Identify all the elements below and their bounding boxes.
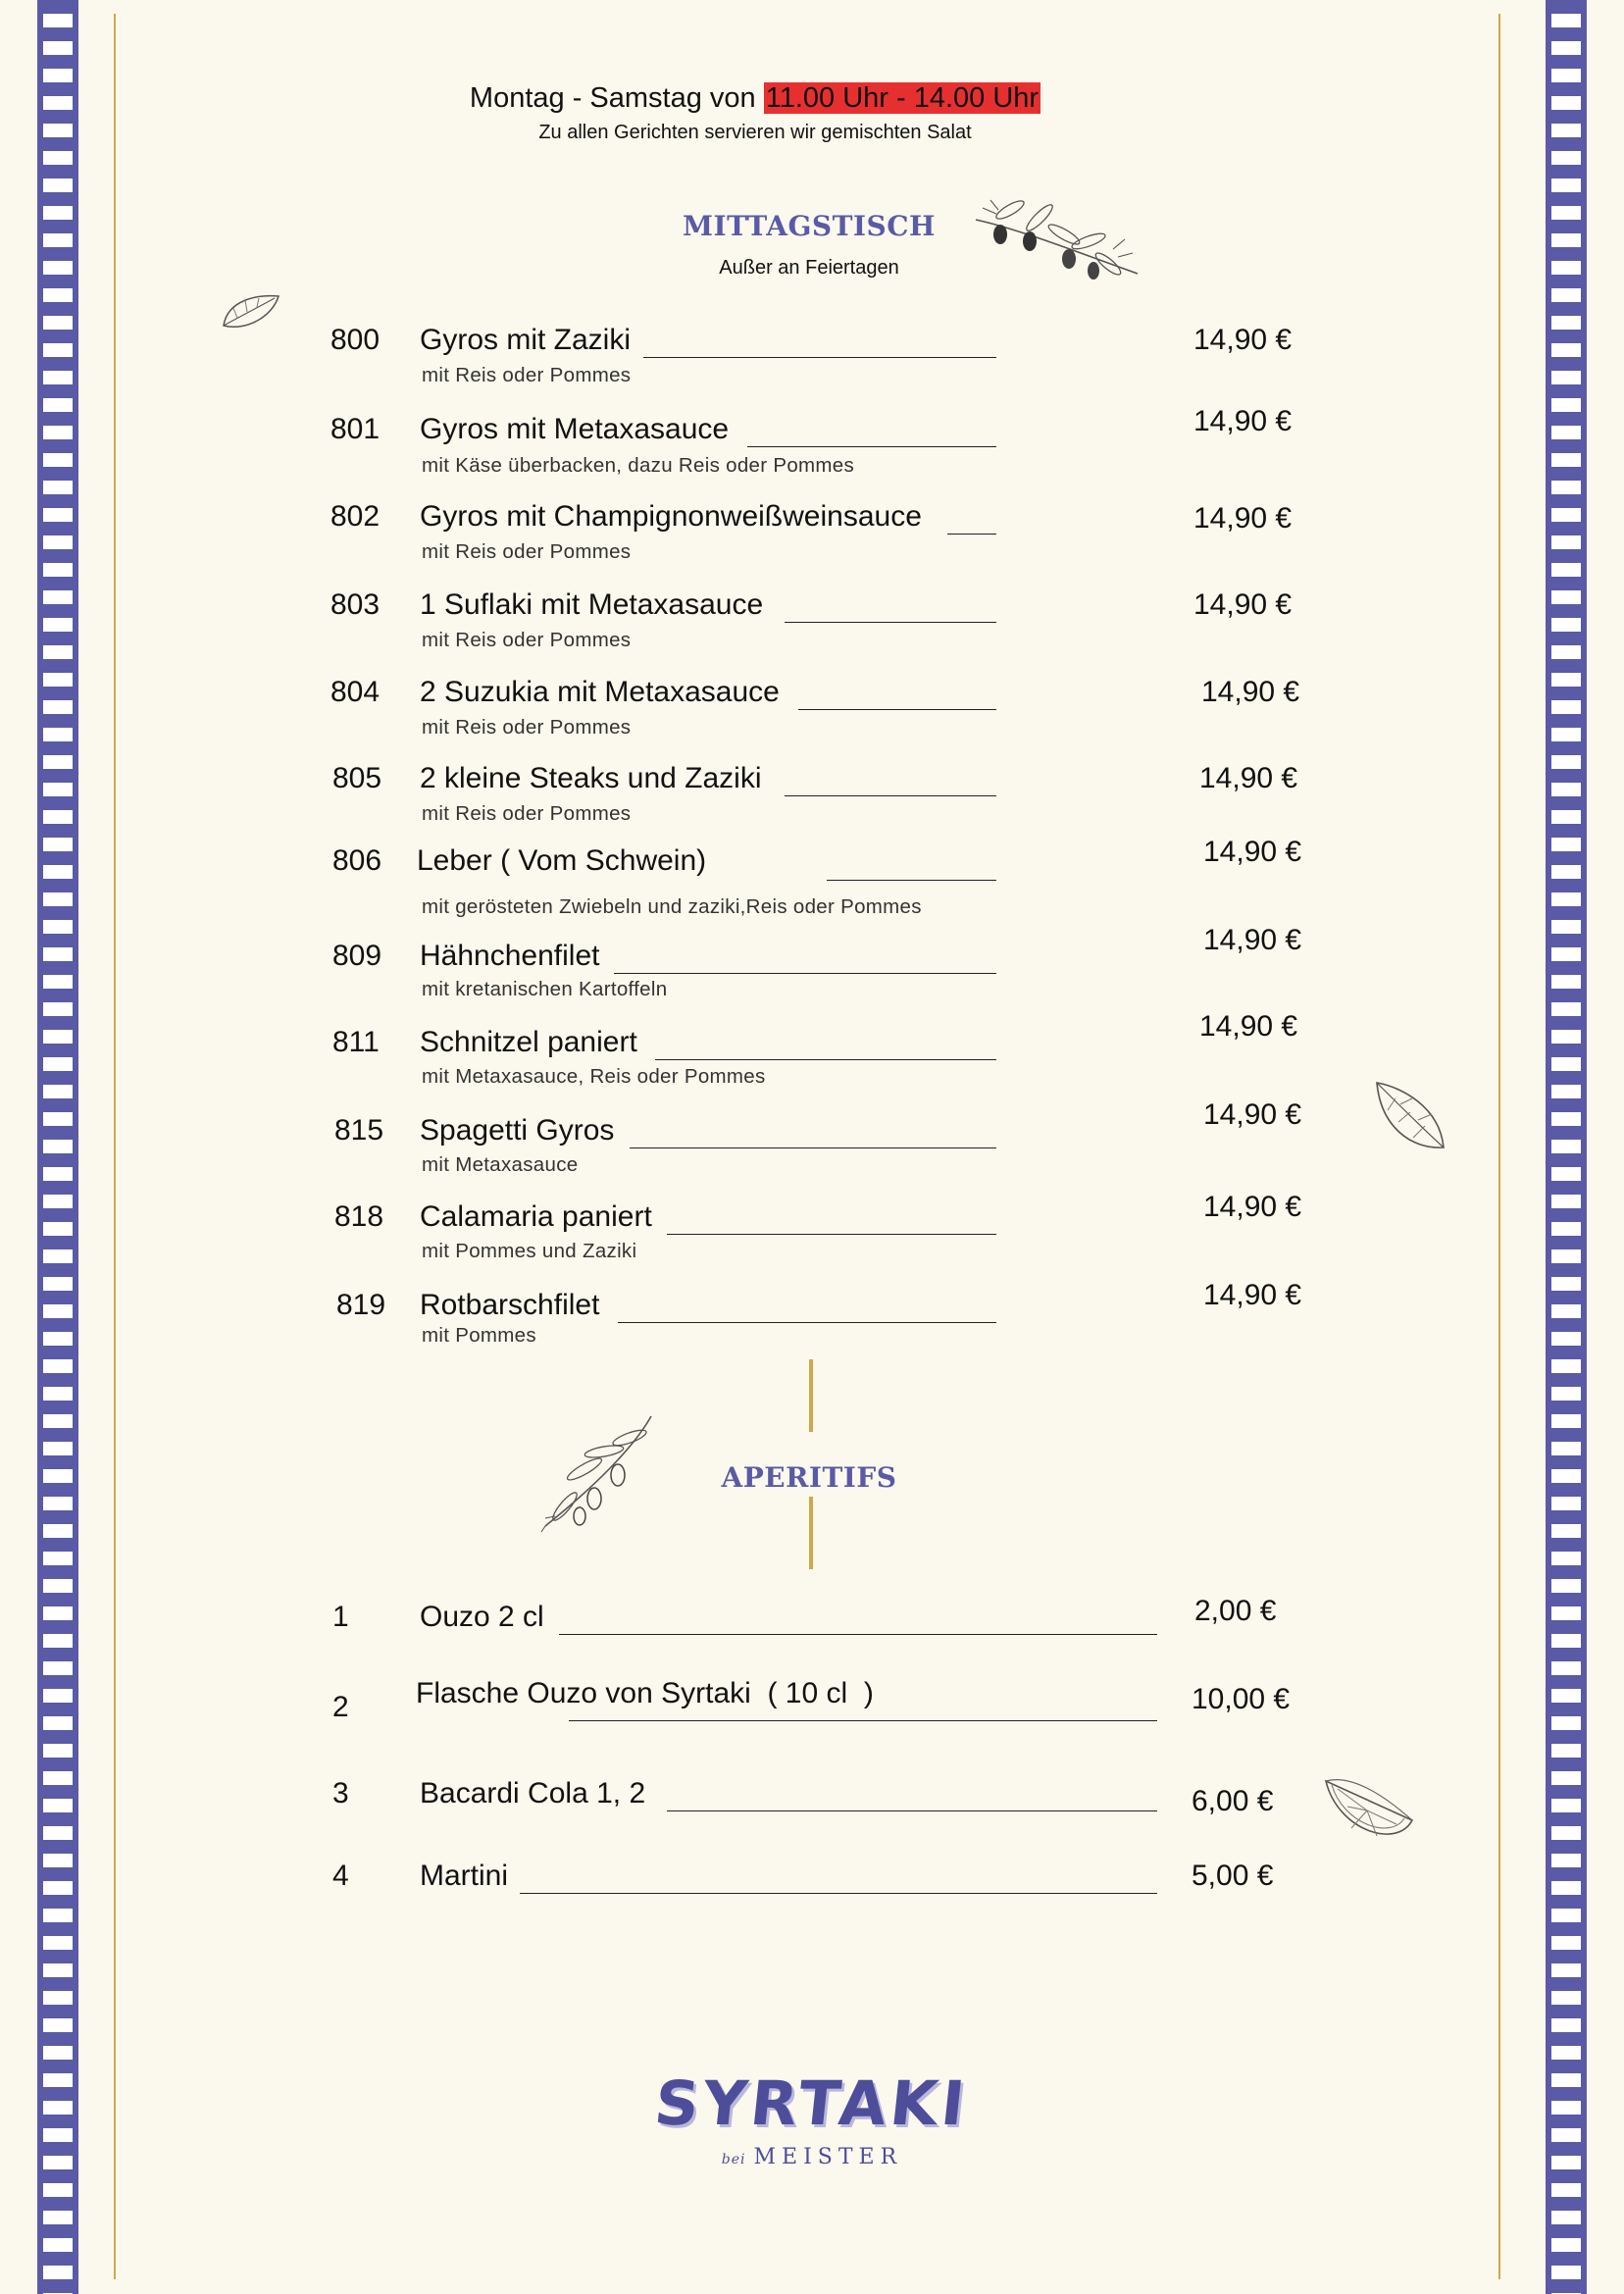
item-name: Rotbarschfilet: [420, 1289, 600, 1321]
item-number: 818: [334, 1200, 384, 1233]
item-price: 6,00 €: [1192, 1785, 1274, 1817]
item-number: 802: [330, 500, 381, 533]
lemon-slice-icon: [1318, 1771, 1416, 1850]
item-price: 14,90 €: [1203, 924, 1302, 956]
item-description: mit Pommes: [422, 1324, 536, 1347]
dotted-leader: [827, 880, 996, 881]
item-name: Flasche Ouzo von Syrtaki ( 10 cl ): [416, 1677, 874, 1709]
item-description: mit Reis oder Pommes: [422, 364, 632, 386]
dotted-leader: [947, 534, 996, 535]
dotted-leader: [630, 1147, 996, 1148]
item-description: mit kretanischen Kartoffeln: [422, 978, 668, 1000]
item-name: Ouzo 2 cl: [420, 1601, 544, 1633]
dotted-leader: [667, 1234, 996, 1235]
dotted-leader: [618, 1322, 996, 1323]
menu-item-800: [0, 324, 1624, 382]
logo-subline: [0, 2145, 1624, 2169]
menu-item-803: [0, 588, 1624, 647]
dotted-leader: [559, 1634, 1157, 1635]
gold-divider-bottom: [809, 1497, 813, 1569]
item-price: 10,00 €: [1192, 1683, 1291, 1715]
syrtaki-logo: [0, 2067, 1624, 2169]
item-name: 1 Suflaki mit Metaxasauce: [420, 588, 764, 621]
item-number: 806: [332, 844, 382, 877]
item-description: mit Reis oder Pommes: [422, 802, 632, 825]
gold-divider-top: [809, 1359, 813, 1432]
menu-item-809: [0, 924, 1624, 998]
item-number: 803: [330, 588, 381, 621]
item-price: 14,90 €: [1203, 1279, 1302, 1311]
item-number: 2: [332, 1691, 349, 1723]
mittagstisch-subtitle: Außer an Feiertagen: [719, 257, 899, 279]
dotted-leader: [643, 357, 996, 358]
item-price: 14,90 €: [1193, 588, 1293, 621]
menu-item-819: [0, 1279, 1624, 1348]
item-name: Spagetti Gyros: [420, 1114, 615, 1147]
item-description: mit Reis oder Pommes: [422, 629, 632, 651]
aperitifs-title: APERITIFS: [721, 1461, 897, 1494]
logo-wordmark: SYRTAKI: [651, 2067, 973, 2139]
item-name: 2 Suzukia mit Metaxasauce: [420, 676, 780, 708]
salad-note: Zu allen Gerichten servieren wir gemischten Salat: [538, 122, 972, 143]
dotted-leader: [798, 709, 996, 710]
olive-branch-icon: [535, 1408, 659, 1536]
item-name: Gyros mit Metaxasauce: [420, 413, 730, 445]
hours-prefix: Montag - Samstag von: [469, 82, 764, 114]
item-description: mit Käse überbacken, dazu Reis oder Pommes: [422, 454, 855, 477]
menu-item-802: [0, 500, 1624, 559]
item-name: Martini: [420, 1860, 509, 1892]
item-name: Schnitzel paniert: [420, 1026, 637, 1058]
item-price: 14,90 €: [1193, 324, 1293, 356]
item-number: 805: [332, 762, 382, 794]
item-price: 2,00 €: [1194, 1595, 1277, 1627]
logo-meister: MEISTER: [753, 2145, 903, 2169]
item-description: mit Reis oder Pommes: [422, 716, 632, 739]
olive-branch-icon: [971, 180, 1147, 288]
item-number: 809: [332, 940, 382, 972]
item-number: 801: [330, 413, 381, 445]
item-number: 4: [332, 1860, 349, 1892]
item-name: Calamaria paniert: [420, 1200, 652, 1233]
item-name: 2 kleine Steaks und Zaziki: [420, 762, 762, 794]
menu-item-815: [0, 1098, 1624, 1173]
dotted-leader: [614, 973, 996, 974]
item-price: 14,90 €: [1203, 1098, 1302, 1131]
menu-item-804: [0, 676, 1624, 735]
item-number: 1: [332, 1601, 349, 1633]
menu-item-818: [0, 1191, 1624, 1259]
item-description: mit Metaxasauce: [422, 1153, 579, 1176]
menu-item-806: [0, 836, 1624, 903]
dotted-leader: [785, 622, 996, 623]
aperitif-item-1: [0, 1595, 1624, 1659]
aperitif-item-2: [0, 1677, 1624, 1736]
item-price: 14,90 €: [1199, 762, 1298, 794]
item-name: Leber ( Vom Schwein): [417, 844, 707, 877]
item-number: 815: [334, 1114, 384, 1147]
hours-highlight: 11.00 Uhr - 14.00 Uhr: [765, 82, 1040, 114]
item-description: mit Pommes und Zaziki: [422, 1240, 637, 1262]
item-price: 14,90 €: [1193, 502, 1293, 535]
item-description: mit Reis oder Pommes: [422, 540, 632, 563]
item-name: Bacardi Cola 1, 2: [420, 1777, 646, 1810]
item-description: mit gerösteten Zwiebeln und zaziki,Reis oder Pommes: [422, 895, 922, 918]
item-description: mit Metaxasauce, Reis oder Pommes: [422, 1065, 766, 1088]
aperitif-item-4: [0, 1860, 1624, 1918]
item-number: 811: [332, 1026, 380, 1058]
item-name: Gyros mit Zaziki: [420, 324, 632, 356]
item-price: 14,90 €: [1193, 405, 1293, 437]
item-price: 14,90 €: [1203, 836, 1302, 868]
item-price: 14,90 €: [1203, 1191, 1302, 1223]
item-number: 819: [336, 1289, 386, 1321]
dotted-leader: [667, 1810, 1157, 1811]
menu-item-811: [0, 1010, 1624, 1085]
logo-bei: bei: [721, 2152, 746, 2167]
dotted-leader: [520, 1893, 1157, 1894]
item-number: 804: [330, 676, 381, 708]
dotted-leader: [655, 1059, 996, 1060]
item-name: Gyros mit Champignonweißweinsauce: [420, 500, 922, 533]
dotted-leader: [747, 446, 996, 447]
menu-item-805: [0, 762, 1624, 821]
item-price: 14,90 €: [1199, 1010, 1298, 1043]
item-number: 3: [332, 1777, 349, 1810]
item-price: 5,00 €: [1192, 1860, 1274, 1892]
mittagstisch-title: MITTAGSTISCH: [683, 210, 936, 242]
dotted-leader: [569, 1720, 1157, 1721]
opening-hours: [0, 82, 1510, 115]
dotted-leader: [785, 795, 996, 796]
item-price: 14,90 €: [1201, 676, 1300, 708]
item-name: Hähnchenfilet: [420, 940, 600, 972]
item-number: 800: [330, 324, 381, 356]
